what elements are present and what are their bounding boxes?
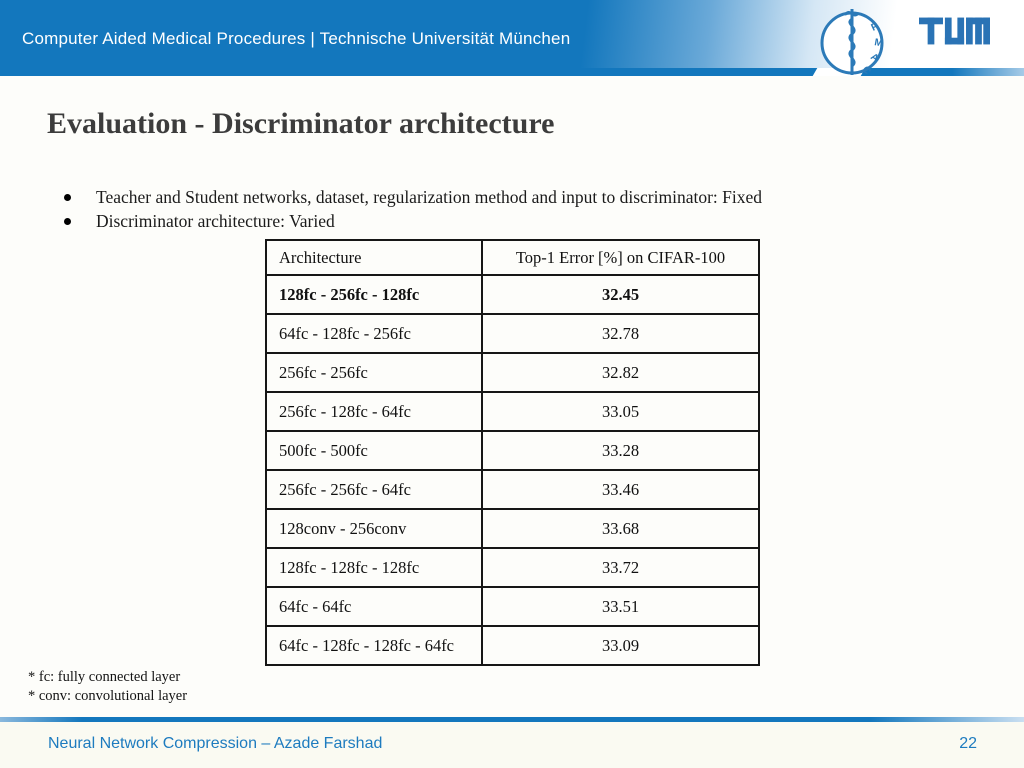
- results-table: [265, 239, 760, 666]
- table-row: [266, 392, 759, 431]
- table-row: [266, 314, 759, 353]
- error-cell: 33.28: [482, 431, 759, 470]
- table-row: [266, 431, 759, 470]
- footer-title: Neural Network Compression – Azade Farshad: [48, 735, 383, 752]
- table-row: [266, 353, 759, 392]
- error-cell: 32.82: [482, 353, 759, 392]
- camp-letter-c: C: [859, 64, 873, 77]
- column-header-architecture: Architecture: [266, 240, 482, 275]
- architecture-cell: 256fc - 128fc - 64fc: [266, 392, 482, 431]
- bullet-text: Discriminator architecture: Varied: [96, 211, 335, 231]
- error-cell: 33.68: [482, 509, 759, 548]
- architecture-cell: 64fc - 64fc: [266, 587, 482, 626]
- architecture-cell: 64fc - 128fc - 128fc - 64fc: [266, 626, 482, 665]
- table-row: [266, 275, 759, 314]
- camp-logo-icon: [819, 5, 887, 81]
- error-cell: 33.51: [482, 587, 759, 626]
- architecture-cell: 128conv - 256conv: [266, 509, 482, 548]
- bullet-icon: [64, 218, 71, 225]
- architecture-cell: 256fc - 256fc: [266, 353, 482, 392]
- camp-letter-m: M: [873, 37, 884, 50]
- bullet-icon: [64, 194, 71, 201]
- table-row: [266, 626, 759, 665]
- column-header-error: Top-1 Error [%] on CIFAR-100: [482, 240, 759, 275]
- error-cell: 33.05: [482, 392, 759, 431]
- slide-title: Evaluation - Discriminator architecture: [47, 107, 555, 140]
- footer: [0, 722, 1024, 768]
- bullet-text: Teacher and Student networks, dataset, regularization method and input to discriminator: Fixed: [96, 187, 763, 207]
- page-number: 22: [959, 735, 977, 752]
- error-cell: 32.45: [482, 275, 759, 314]
- table-row: [266, 509, 759, 548]
- architecture-cell: 256fc - 256fc - 64fc: [266, 470, 482, 509]
- error-cell: 33.09: [482, 626, 759, 665]
- bullet-item: [64, 209, 964, 233]
- banner-title: Computer Aided Medical Procedures | Technische Universität München: [22, 28, 571, 48]
- bullet-item: [64, 185, 964, 209]
- architecture-cell: 128fc - 256fc - 128fc: [266, 275, 482, 314]
- footnote-conv: * conv: convolutional layer: [28, 687, 188, 704]
- error-cell: 33.46: [482, 470, 759, 509]
- footnote-fc: * fc: fully connected layer: [28, 669, 181, 685]
- table-row: [266, 587, 759, 626]
- camp-letter-p: P: [869, 20, 881, 34]
- table-header-row: [266, 240, 759, 275]
- footnotes: [28, 668, 187, 705]
- bullet-list: [64, 185, 964, 233]
- architecture-cell: 64fc - 128fc - 256fc: [266, 314, 482, 353]
- error-cell: 33.72: [482, 548, 759, 587]
- architecture-cell: 500fc - 500fc: [266, 431, 482, 470]
- tum-logo-icon: [919, 17, 990, 45]
- table-row: [266, 548, 759, 587]
- table-row: [266, 470, 759, 509]
- camp-letter-a: A: [868, 51, 881, 65]
- architecture-cell: 128fc - 128fc - 128fc: [266, 548, 482, 587]
- error-cell: 32.78: [482, 314, 759, 353]
